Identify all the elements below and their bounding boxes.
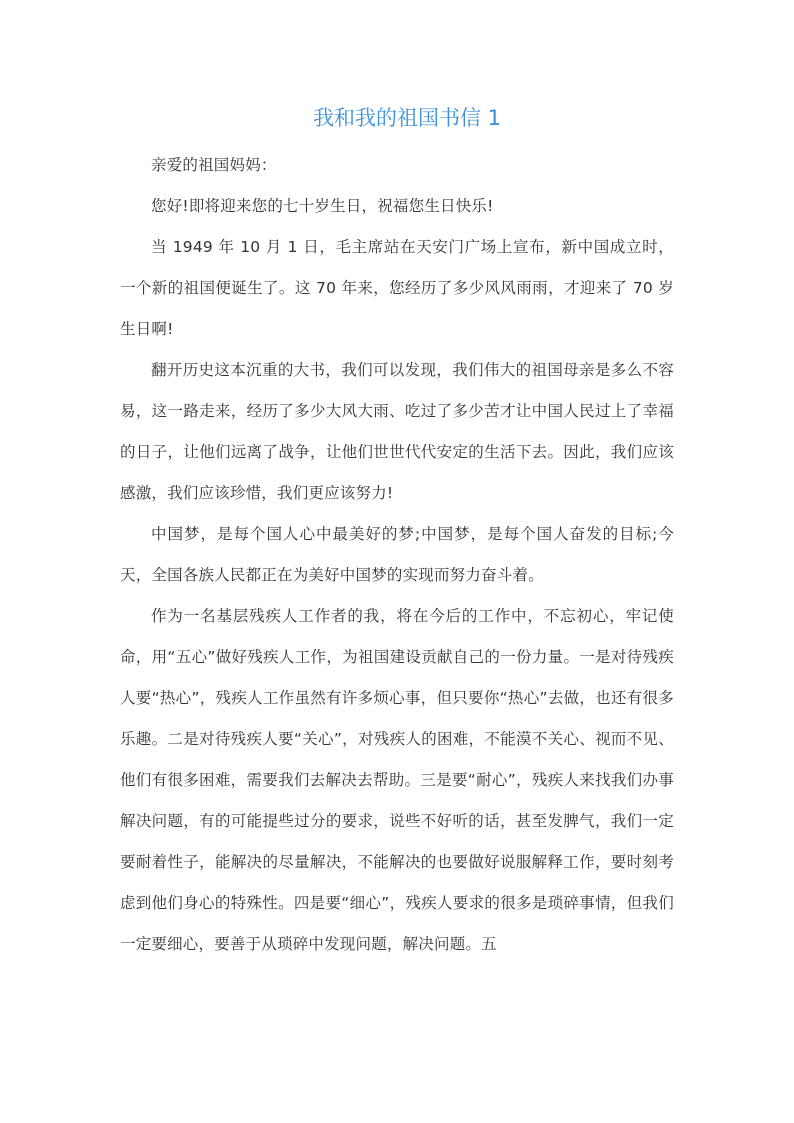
- paragraph-history: 翻开历史这本沉重的大书，我们可以发现，我们伟大的祖国母亲是多么不容易，这一路走来，经历了多少大风大雨、吃过了多少苦才让中国人民过上了幸福的日子，让他们远离了战争，让他们世世代代安定的生活下去。因此，我们应该感激，我们应该珍惜，我们更应该努力!: [120, 361, 674, 502]
- paragraph-china-dream: 中国梦，是每个国人心中最美好的梦;中国梦，是每个国人奋发的目标;今天，全国各族人民都正在为美好中国梦的实现而努力奋斗着。: [120, 525, 674, 584]
- paragraph-salutation: 亲爱的祖国妈妈：: [151, 156, 277, 174]
- paragraph-work-commitment: 作为一名基层残疾人工作者的我，将在今后的工作中，不忘初心，牢记使命，用“五心”做好残疾人工作，为祖国建设贡献自己的一份力量。一是对待残疾人要“热心”，残疾人工作虽然有许多烦心事，但只要你“热心”去做，也还有很多乐趣。二是对待残疾人要“关心”，对残疾人的困难，不能漠不关心、视而不见、他们有很多困难，需要我们去解决去帮助。三是要“耐心”，残疾人来找我们办事解决问题，有的可能提些过分的要求，说些不好听的话，甚至发脾气，我们一定要耐着性子，能解决的尽量解决，不能解决的也要做好说服解释工作，要时刻考虑到他们身心的特殊性。四是要“细心”，残疾人要求的很多是琐碎事情，但我们一定要细心，要善于从琐碎中发现问题，解决问题。五: [120, 607, 674, 953]
- document-title: 我和我的祖国书信 1: [312, 106, 502, 130]
- paragraph-founding: 当 1949 年 10 月 1 日，毛主席站在天安门广场上宣布，新中国成立时，一个新的祖国便诞生了。这 70 年来，您经历了多少风风雨雨，才迎来了 70 岁生日啊!: [120, 238, 674, 338]
- paragraph-greeting: 您好!即将迎来您的七十岁生日，祝福您生日快乐!: [151, 197, 494, 215]
- document-body: [120, 145, 674, 965]
